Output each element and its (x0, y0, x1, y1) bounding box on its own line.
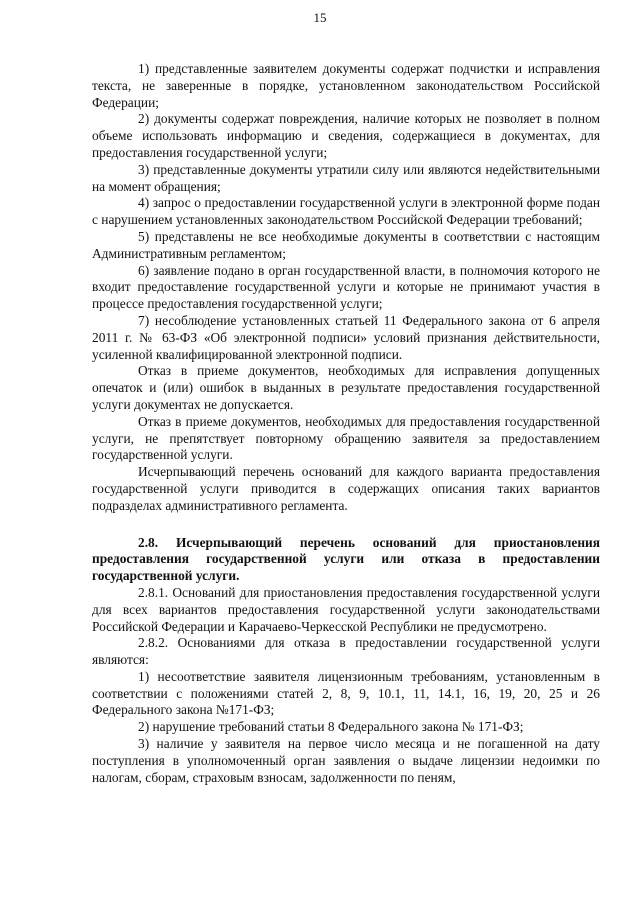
document-body (92, 61, 600, 786)
paragraph: Отказ в приеме документов, необходимых для исправления допущенных опечаток и (или) ошибок в выданных в результате предоставления государственной услуги документах не допускается. (92, 363, 600, 412)
paragraph: 3) наличие у заявителя на первое число месяца и не погашенной на дату поступления в уполномоченный орган заявления о выдаче лицензии недоимки по налогам, сборам, страховым взносам, задолженности по пеням, (92, 736, 600, 785)
paragraph: 6) заявление подано в орган государственной власти, в полномочия которого не входит предоставление государственной услуги и которые не принимают участия в процессе предоставления государственной услуги; (92, 262, 600, 312)
paragraph: 1) несоответствие заявителя лицензионным требованиям, установленным в соответствии с положениями статей 2, 8, 9, 10.1, 11, 14.1, 16, 19, 20, 25 и 26 Федерального закона №171-ФЗ; (92, 668, 600, 718)
paragraph: 1) представленные заявителем документы содержат подчистки и исправления текста, не заверенные в порядке, установленном законодательством Российской Федерации; (92, 61, 600, 110)
paragraph: 2) нарушение требований статьи 8 Федерального закона № 171-ФЗ; (138, 719, 524, 735)
paragraph: 2.8.2. Основаниями для отказа в предоставлении государственной услуги являются: (92, 635, 600, 668)
paragraph: Исчерпывающий перечень оснований для каждого варианта предоставления государственной услуги приводится в содержащих описания таких вариантов подразделах административного регламента. (92, 464, 600, 513)
paragraph: 2) документы содержат повреждения, наличие которых не позволяет в полном объеме использовать информацию и сведения, содержащиеся в документах, для предоставления государственной услуги; (92, 111, 600, 160)
paragraph: 2.8.1. Оснований для приостановления предоставления государственной услуги для всех вариантов предоставления государственной услуги законодательствами Российской Федерации и Карачаево-Черкесской Республики не предусмотрено. (92, 584, 600, 634)
paragraph: 3) представленные документы утратили силу или являются недействительными на момент обращения; (92, 161, 600, 194)
page-number: 15 (313, 10, 327, 25)
paragraph: Отказ в приеме документов, необходимых для предоставления государственной услуги, не препятствует повторному обращению заявителя за предоставлением государственной услуги. (92, 413, 600, 463)
section-heading: 2.8. Исчерпывающий перечень оснований для приостановления предоставления государственной услуги или отказа в предоставлении государственной услуги. (92, 534, 600, 584)
paragraph: 7) несоблюдение установленных статьей 11 Федерального закона от 6 апреля 2011 г. № 63-ФЗ «Об электронной подписи» условий признания действительности, усиленной квалифицированной электронной подписи. (92, 312, 600, 362)
paragraph: 5) представлены не все необходимые документы в соответствии с настоящим Административным регламентом; (92, 228, 600, 261)
paragraph: 4) запрос о предоставлении государственной услуги в электронной форме подан с нарушением установленных законодательством Российской Федерации требований; (92, 195, 600, 228)
